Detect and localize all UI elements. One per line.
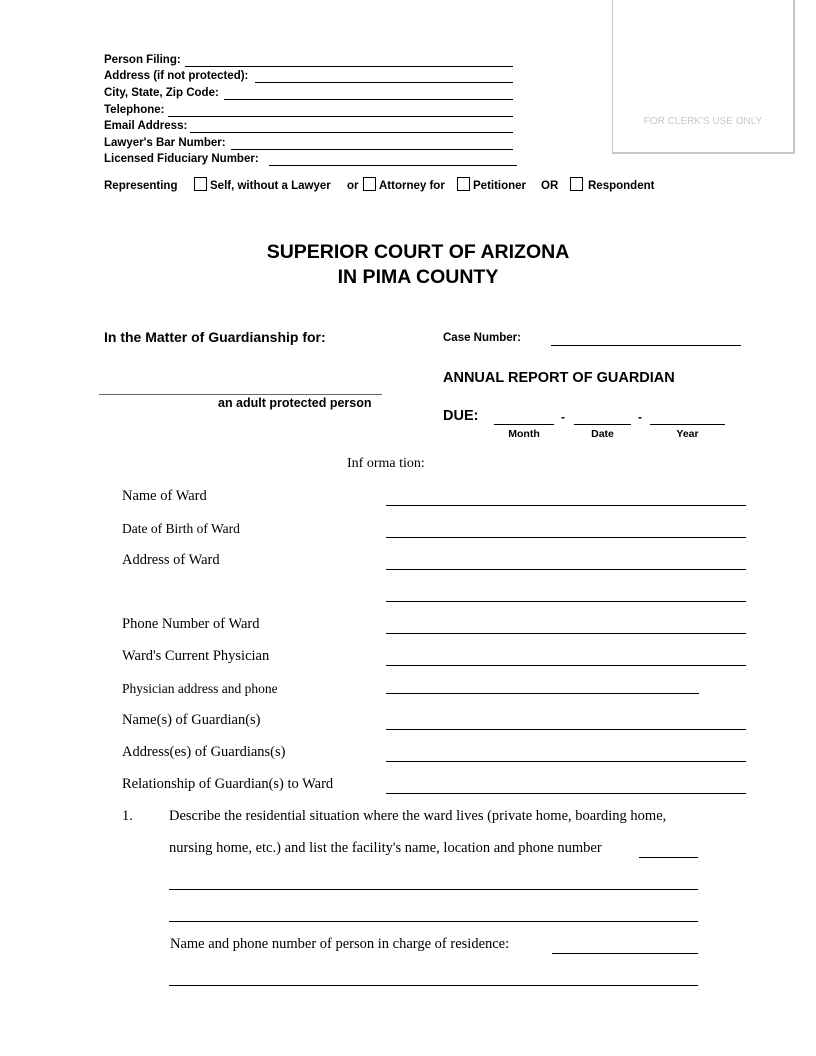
due-dash-1: - [561,410,565,424]
clerk-use-box [612,0,795,154]
court-title-line2: IN PIMA COUNTY [337,266,499,288]
residence-field-2[interactable] [169,921,698,922]
information-heading: Inf orma tion: [347,456,425,471]
respondent-checkbox[interactable] [570,177,583,191]
self-label: Self, without a Lawyer [210,180,331,192]
residence-field-1[interactable] [169,889,698,890]
telephone-field[interactable] [168,116,513,117]
due-year-field[interactable] [650,424,725,425]
dob-of-ward-field[interactable] [386,537,746,538]
date-caption: Date [591,428,614,440]
case-number-label: Case Number: [443,332,521,344]
year-caption: Year [676,428,699,440]
address-of-ward-label: Address of Ward [122,552,220,568]
or-text-2: OR [541,180,559,192]
current-physician-field[interactable] [386,665,746,666]
email-field[interactable] [190,132,513,133]
telephone-label: Telephone: [104,104,165,116]
representing-label: Representing [104,180,178,192]
guardian-addresses-label: Address(es) of Guardians(s) [122,744,286,760]
address-label: Address (if not protected): [104,70,249,82]
matter-label: In the Matter of Guardianship for: [104,329,326,345]
respondent-label: Respondent [588,180,655,192]
address-of-ward-field-2[interactable] [386,601,746,602]
due-label: DUE: [443,408,479,424]
attorney-checkbox[interactable] [363,177,376,191]
person-in-charge-field-inline[interactable] [552,953,698,954]
phone-of-ward-field[interactable] [386,633,746,634]
question-1-line-1: Describe the residential situation where the ward lives (private home, boarding home, [169,808,667,824]
attorney-label: Attorney for [379,180,445,192]
phone-of-ward-label: Phone Number of Ward [122,616,260,632]
bar-number-label: Lawyer's Bar Number: [104,137,226,149]
address-field[interactable] [255,82,513,83]
report-title: ANNUAL REPORT OF GUARDIAN [443,370,675,386]
person-in-charge-field[interactable] [169,985,698,986]
or-text: or [347,180,359,192]
clerk-use-label: FOR CLERK'S USE ONLY [643,116,763,127]
email-label: Email Address: [104,120,188,132]
question-1-line-2: nursing home, etc.) and list the facility's name, location and phone number [169,840,602,856]
petitioner-checkbox[interactable] [457,177,470,191]
petitioner-label: Petitioner [473,180,527,192]
court-title-line1: SUPERIOR COURT OF ARIZONA [266,241,570,263]
city-state-zip-label: City, State, Zip Code: [104,87,219,99]
physician-address-phone-field[interactable] [386,693,699,694]
person-filing-label: Person Filing: [104,54,181,66]
case-number-field[interactable] [551,345,741,346]
current-physician-label: Ward's Current Physician [122,648,270,664]
question-1-number: 1. [122,808,133,824]
guardian-names-label: Name(s) of Guardian(s) [122,712,261,728]
due-month-field[interactable] [494,424,554,425]
residence-field-inline[interactable] [639,857,698,858]
guardian-names-field[interactable] [386,729,746,730]
self-checkbox[interactable] [194,177,207,191]
person-filing-field[interactable] [185,66,513,67]
fiduciary-number-label: Licensed Fiduciary Number: [104,153,259,165]
dob-of-ward-label: Date of Birth of Ward [122,521,240,536]
address-of-ward-field[interactable] [386,569,746,570]
fiduciary-number-field[interactable] [269,165,517,166]
relationship-label: Relationship of Guardian(s) to Ward [122,776,334,792]
protected-person-caption: an adult protected person [218,396,372,410]
guardian-addresses-field[interactable] [386,761,746,762]
bar-number-field[interactable] [231,149,513,150]
due-dash-2: - [638,410,642,424]
physician-address-phone-label: Physician address and phone [122,681,278,696]
name-of-ward-label: Name of Ward [122,488,207,504]
person-in-charge-label: Name and phone number of person in charge of residence: [170,936,510,952]
ward-name-field[interactable] [99,394,382,395]
name-of-ward-field[interactable] [386,505,746,506]
city-state-zip-field[interactable] [224,99,513,100]
relationship-field[interactable] [386,793,746,794]
month-caption: Month [508,428,540,440]
due-date-field[interactable] [574,424,631,425]
